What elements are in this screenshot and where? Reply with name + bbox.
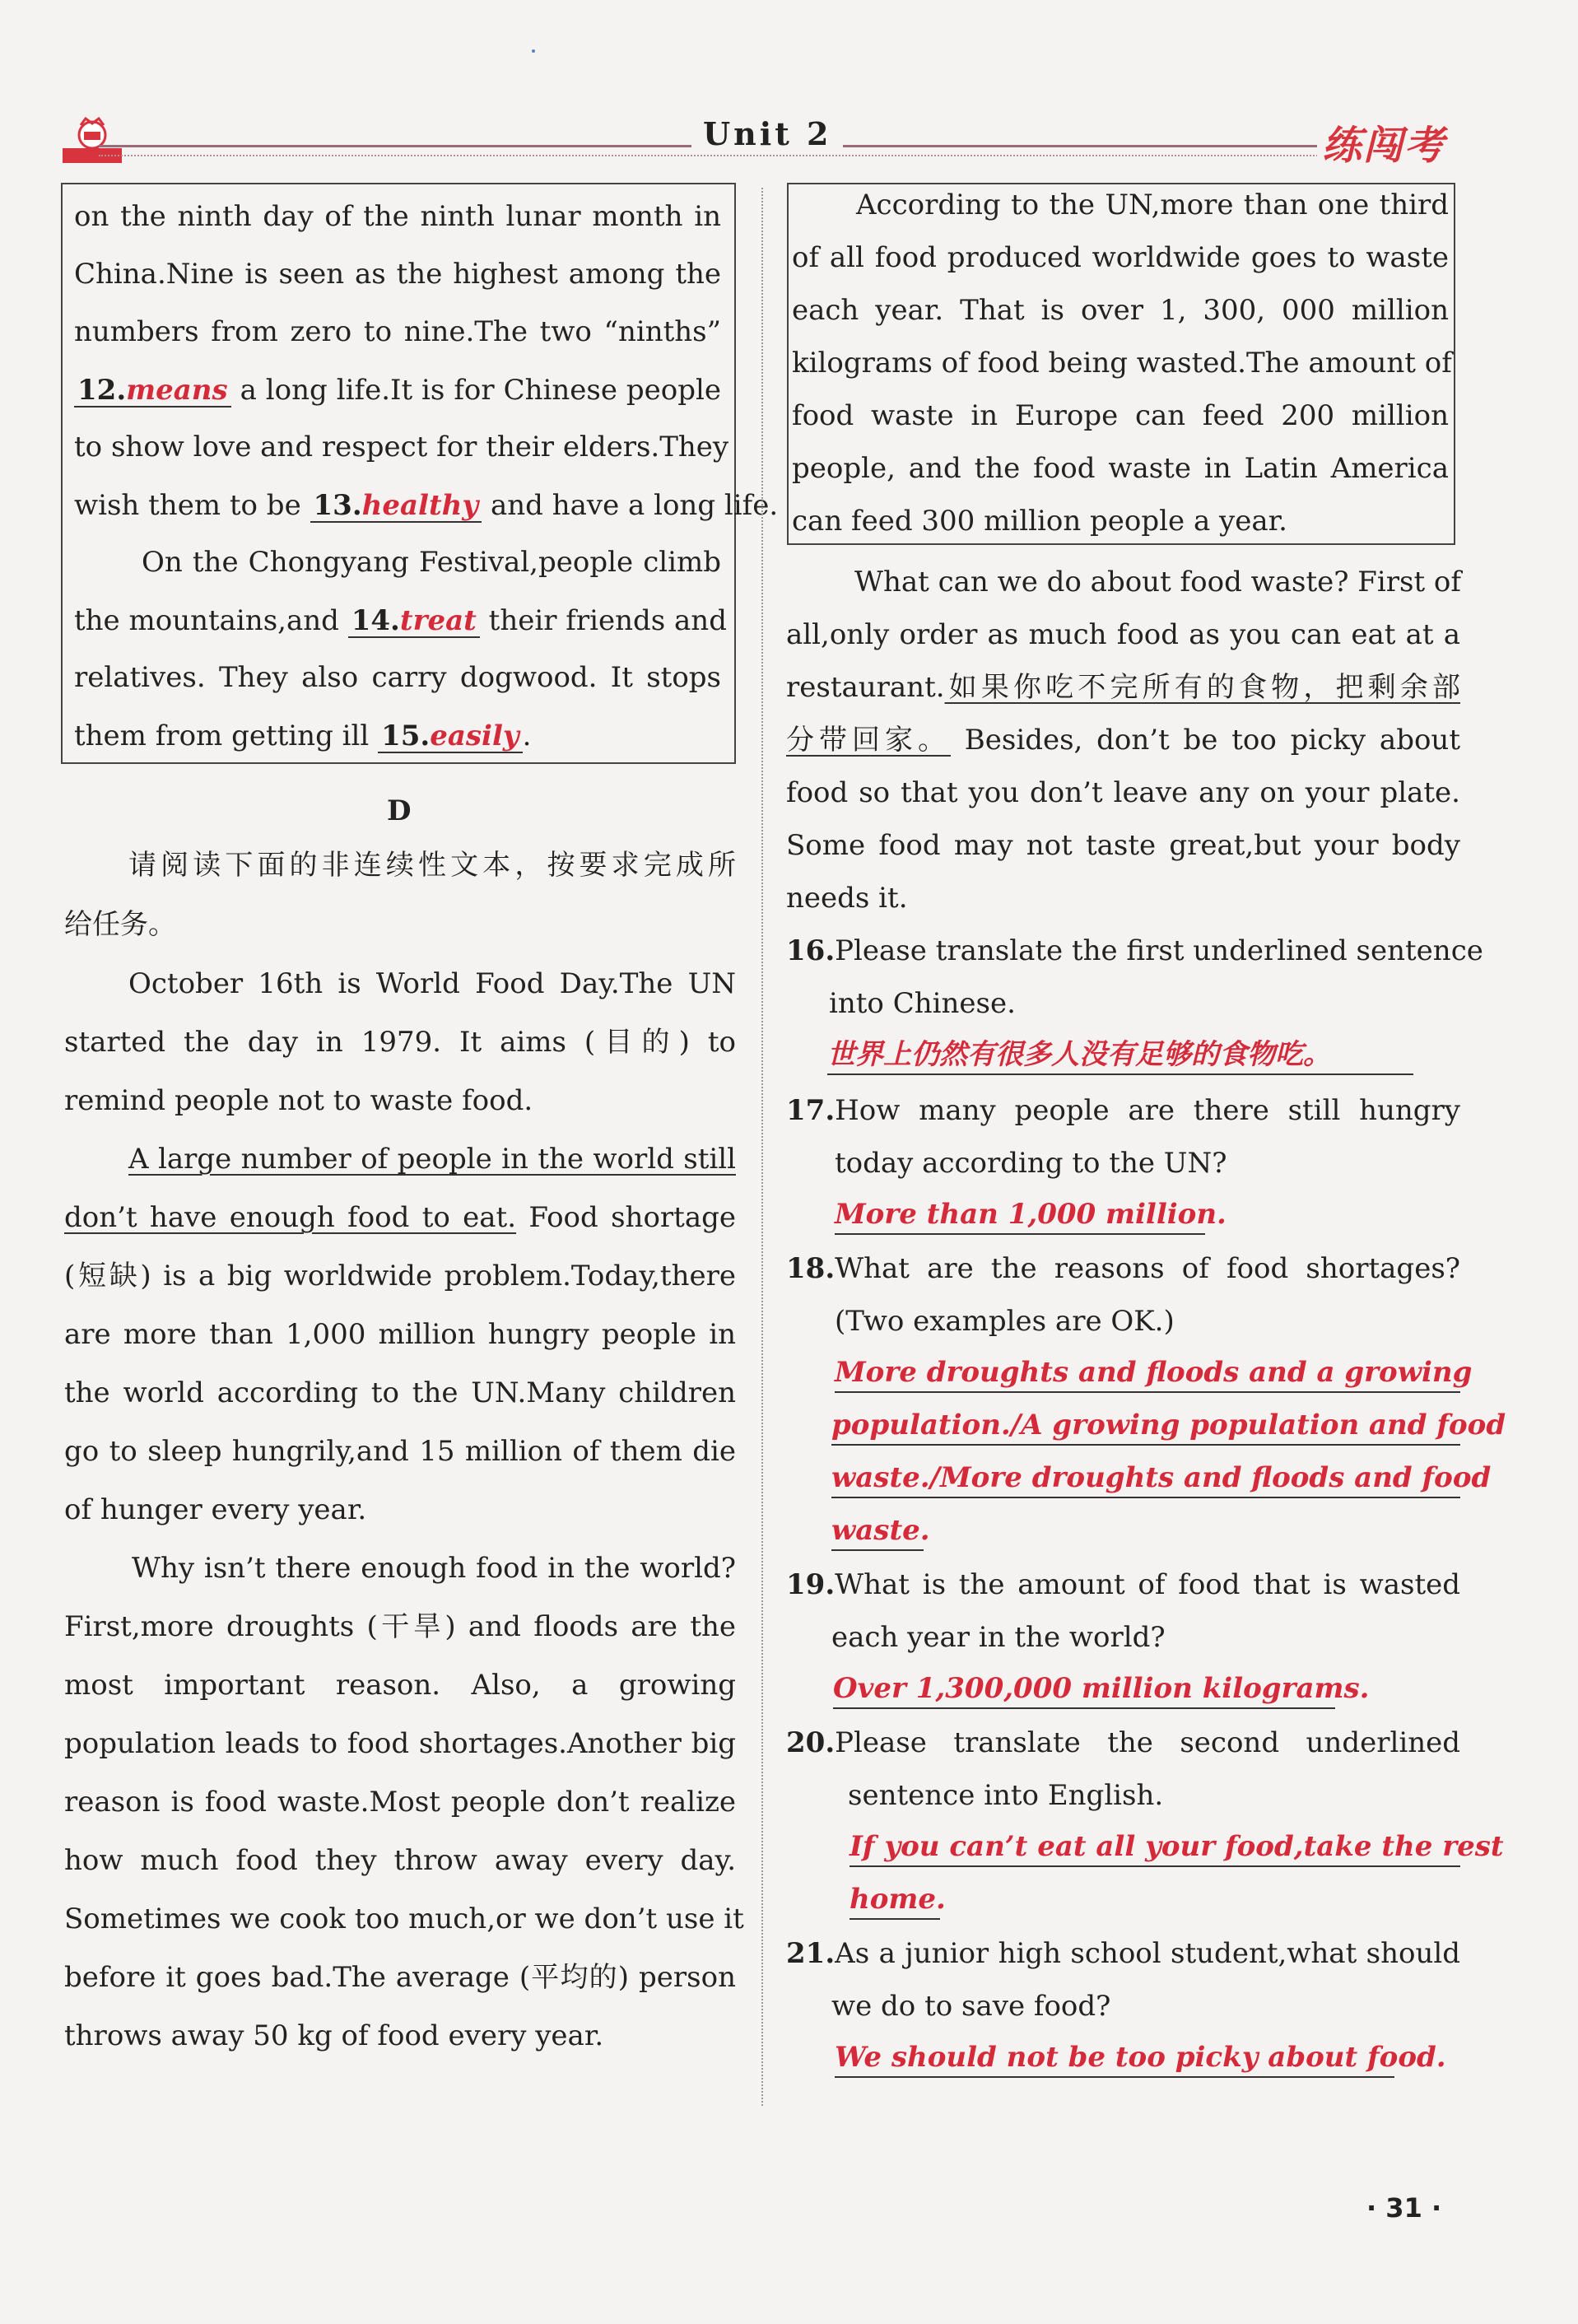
text-line: people, and the food waste in Latin America [792, 452, 1449, 485]
text-line: China.Nine is seen as the highest among the [74, 258, 721, 291]
text-line [64, 1201, 736, 1234]
text-span: a long life.It is for Chinese people [230, 374, 721, 407]
text-line [74, 489, 779, 523]
question-number: 12. [77, 374, 127, 407]
question-text: we do to save food? [831, 1990, 1111, 2023]
text-line: started the day in 1979. It aims (目的) to [64, 1026, 736, 1059]
answer-20-line: If you can’t eat all your food,take the rest [850, 1833, 1460, 1867]
question-text: Please translate the second underlined [835, 1726, 1460, 1759]
text-line: Sometimes we cook too much,or we don’t use it [64, 1903, 744, 1935]
question-text: into Chinese. [829, 987, 1016, 1020]
text-line: the world according to the UN.Many children [64, 1376, 736, 1409]
answer-16: 世界上仍然有很多人没有足够的食物吃。 [827, 1041, 1413, 1075]
text-line: According to the UN,more than one third [856, 189, 1449, 221]
question-number: 13. [313, 489, 362, 522]
text-line: on the ninth day of the ninth lunar month in [74, 200, 721, 233]
column-divider [761, 188, 763, 2106]
question-21 [786, 1937, 1460, 1970]
text-line: First,more droughts (干旱) and floods are the [64, 1610, 736, 1643]
question-text: Please translate the first underlined sentence [835, 934, 1483, 967]
text-line: numbers from zero to nine.The two “ninths” [74, 315, 721, 348]
answer-12: means [126, 374, 228, 407]
question-number: 16. [786, 934, 836, 967]
answer-17: More than 1,000 million. [835, 1200, 1205, 1235]
section-heading: D [387, 794, 412, 827]
question-text: today according to the UN? [835, 1147, 1227, 1180]
text-line: throws away 50 kg of food every year. [64, 2019, 604, 2052]
text-line: of hunger every year. [64, 1493, 367, 1526]
text-line: What can we do about food waste? First of [854, 566, 1461, 598]
brand-logo: 练闯考 [1317, 114, 1450, 170]
text-span: wish them to be [74, 489, 310, 522]
question-text: What are the reasons of food shortages? [835, 1252, 1460, 1285]
text-span: their friends and [479, 604, 727, 637]
text-line [786, 671, 1460, 704]
page-number: · 31 · [1366, 2192, 1442, 2224]
text-line: all,only order as much food as you can eat at a [786, 618, 1460, 651]
question-text: As a junior high school student,what should [835, 1937, 1460, 1970]
text-span: Besides, don’t be too picky about [950, 724, 1460, 757]
text-line: food so that you don’t leave any on your plate. [786, 776, 1460, 809]
answer-18-line: population./A growing population and food [831, 1411, 1460, 1446]
answer-19: Over 1,300,000 million kilograms. [833, 1674, 1335, 1709]
text-line: (短缺) is a big worldwide problem.Today,there [64, 1260, 736, 1292]
question-number: 21. [786, 1937, 836, 1970]
underlined-sentence-1-end: don’t have enough food to eat. [64, 1201, 517, 1234]
text-line: relatives. They also carry dogwood. It stops [74, 661, 721, 694]
underlined-sentence-2-end: 分带回家。 [786, 724, 951, 757]
question-number: 18. [786, 1252, 836, 1285]
text-span: restaurant. [786, 671, 945, 704]
text-line: Some food may not taste great,but your body [786, 829, 1460, 862]
question-19 [786, 1568, 1460, 1601]
text-line: of all food produced worldwide goes to waste [792, 241, 1449, 274]
text-line: On the Chongyang Festival,people climb [142, 546, 721, 579]
question-16 [786, 934, 1483, 967]
instruction-line: 请阅读下面的非连续性文本，按要求完成所 [128, 849, 736, 882]
text-line: remind people not to waste food. [64, 1084, 533, 1117]
text-line: population leads to food shortages.Another big [64, 1727, 736, 1760]
underlined-sentence-2: 如果你吃不完所有的食物，把剩余部 [944, 671, 1460, 704]
question-text: How many people are there still hungry [835, 1094, 1460, 1127]
text-line [74, 375, 721, 408]
text-line: October 16th is World Food Day.The UN [128, 967, 736, 1000]
text-span: the mountains,and [74, 604, 348, 637]
text-line [786, 724, 1460, 757]
text-line: to show love and respect for their elders.They [74, 431, 729, 463]
text-line: can feed 300 million people a year. [792, 505, 1287, 538]
text-span: them from getting ill [74, 720, 379, 752]
text-line: reason is food waste.Most people don’t realize [64, 1786, 736, 1819]
answer-18-line: More droughts and floods and a growing [835, 1358, 1460, 1393]
question-number: 19. [786, 1568, 836, 1601]
text-line [74, 721, 721, 753]
text-line: how much food they throw away every day. [64, 1844, 736, 1877]
question-17 [786, 1094, 1460, 1127]
question-number: 17. [786, 1094, 836, 1127]
answer-13: healthy [361, 489, 479, 522]
header-rule-dotted [99, 155, 1449, 156]
text-line: Why isn’t there enough food in the world? [132, 1552, 736, 1585]
answer-14: treat [399, 604, 477, 637]
text-line: needs it. [786, 882, 908, 915]
question-18 [786, 1252, 1460, 1285]
question-number: 15. [381, 720, 431, 752]
question-20 [786, 1726, 1460, 1759]
text-line [74, 604, 727, 638]
question-text: What is the amount of food that is wasted [835, 1568, 1460, 1601]
text-line: kilograms of food being wasted.The amount of [792, 347, 1452, 380]
mascot-logo-icon [59, 115, 125, 166]
answer-21: We should not be too picky about food. [835, 2043, 1394, 2078]
question-number: 20. [786, 1726, 836, 1759]
text-span: and have a long life. [482, 489, 779, 522]
answer-20-line: home. [850, 1885, 940, 1920]
text-line: before it goes bad.The average (平均的) person [64, 1961, 736, 1994]
text-line: are more than 1,000 million hungry people in [64, 1318, 736, 1351]
text-line: food waste in Europe can feed 200 million [792, 399, 1449, 432]
text-line: most important reason. Also, a growing [64, 1669, 736, 1702]
question-text: sentence into English. [848, 1779, 1164, 1812]
text-span: . [522, 720, 532, 752]
underlined-sentence-1: A large number of people in the world still [128, 1143, 736, 1176]
question-text: each year in the world? [831, 1621, 1166, 1654]
answer-18-line: waste./More droughts and floods and food [831, 1464, 1460, 1498]
answer-15: easily [430, 720, 519, 752]
scan-dot [532, 49, 535, 53]
unit-title: Unit 2 [691, 115, 843, 152]
text-line: go to sleep hungrily,and 15 million of them die [64, 1435, 736, 1468]
question-number: 14. [351, 604, 400, 637]
answer-18-line: waste. [831, 1516, 924, 1551]
text-span: Food shortage [516, 1201, 736, 1234]
text-line: each year. That is over 1, 300, 000 million [792, 294, 1449, 327]
instruction-line: 给任务。 [64, 908, 176, 941]
question-text: (Two examples are OK.) [835, 1305, 1175, 1338]
